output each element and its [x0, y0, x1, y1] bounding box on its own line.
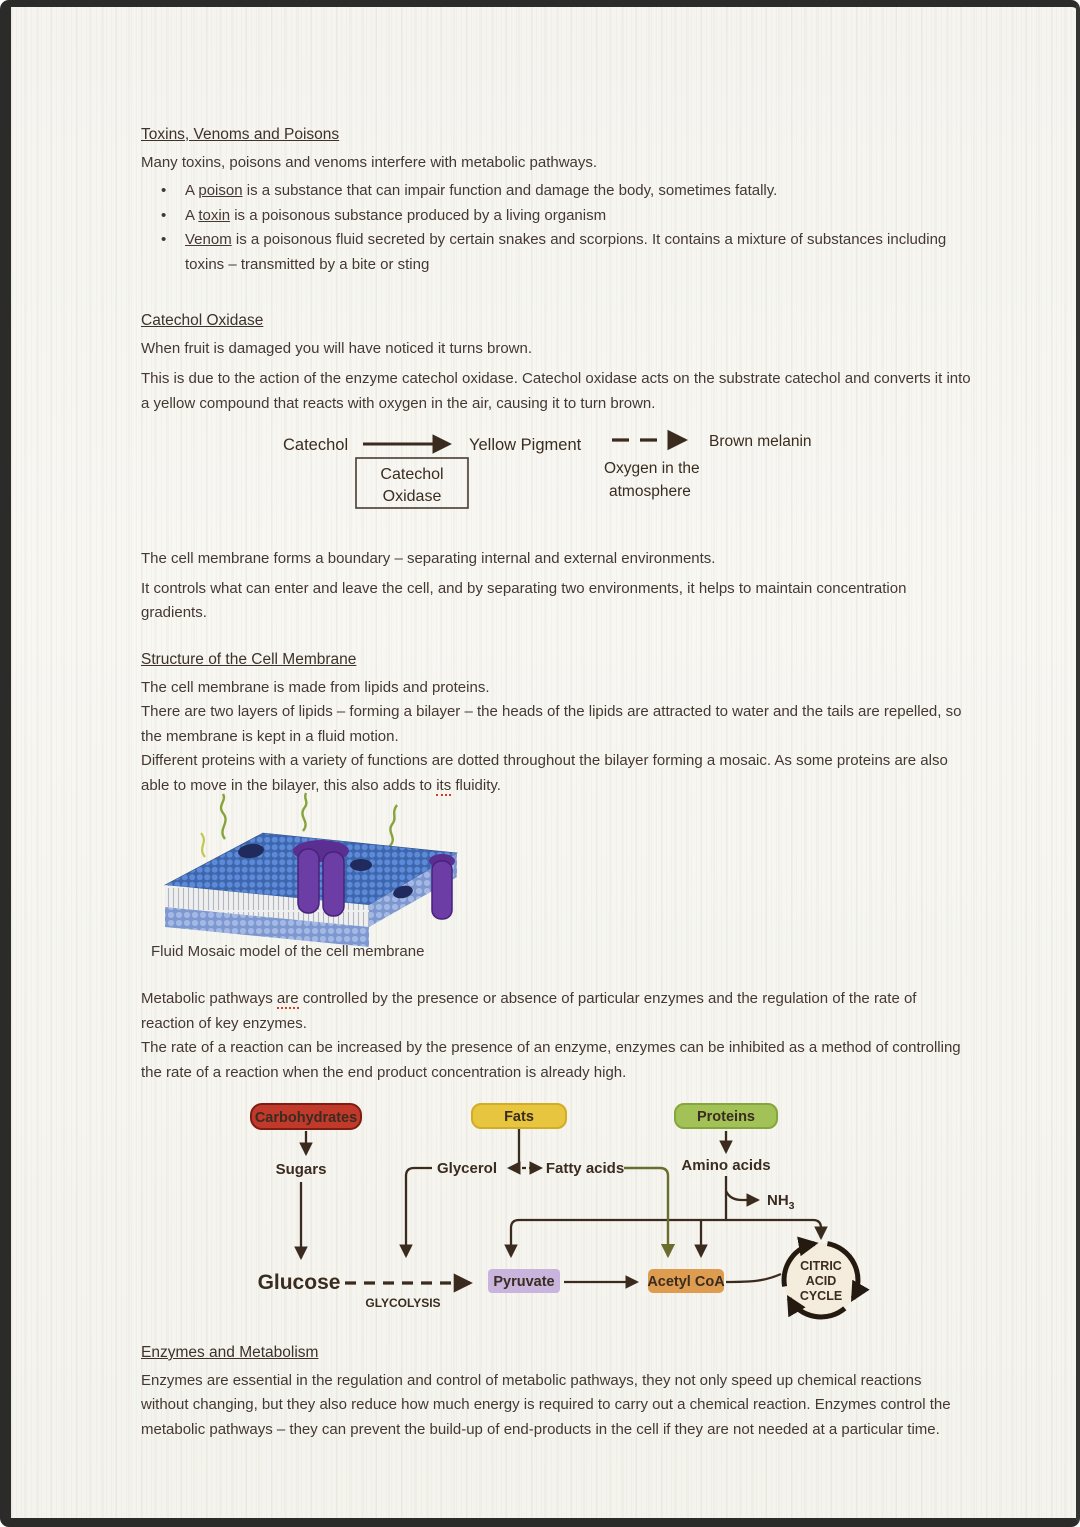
arrow-amino-to-nh3 — [726, 1191, 758, 1200]
section-heading-toxins: Toxins, Venoms and Poisons — [141, 126, 340, 143]
line-acetyl-to-citric — [726, 1274, 781, 1282]
spellcheck-marked-word: its — [436, 776, 452, 794]
membrane-intro-p1: The cell membrane forms a boundary – separating internal and external environments. — [141, 550, 716, 567]
spellcheck-marked-word: are — [276, 990, 299, 1007]
badge-fats-label: Fats — [504, 1109, 534, 1125]
structure-p2: There are two layers of lipids – forming a bilayer – the heads of the lipids are attracted to water and the tails are repelled, so the membrane is kept in a fluid motion. — [141, 703, 962, 745]
arrow-glycerol-to-glycolysis — [406, 1168, 432, 1256]
protein-channel-right — [429, 854, 455, 919]
label-nh3 — [767, 1192, 795, 1212]
enzymes-para: Enzymes are essential in the regulation and control of metabolic pathways, they not only speed up chemical reactions without changing, but they also reduce how much energy is required to carry out a chemical reaction. Enzymes control the metabolic pathways – they can prevent the build-up of end-products in the cell if they are not needed at a particular time. — [141, 1371, 951, 1438]
citric-label-line1: CITRIC — [800, 1259, 842, 1273]
membrane-figure-caption: Fluid Mosaic model of the cell membrane — [151, 943, 425, 960]
list-item — [141, 179, 973, 204]
structure-p3-post: fluidity. — [451, 776, 501, 794]
label-sugars: Sugars — [275, 1161, 327, 1178]
membrane-illustration — [151, 791, 473, 949]
list-item — [141, 228, 973, 277]
label-amino-acids: Amino acids — [681, 1157, 771, 1174]
section-heading-catechol: Catechol Oxidase — [141, 312, 264, 329]
label-glycolysis: GLYCOLYSIS — [365, 1296, 441, 1310]
badge-proteins-label: Proteins — [696, 1109, 756, 1125]
underlined-term: toxin — [198, 206, 231, 224]
toxins-intro: Many toxins, poisons and venoms interfere with metabolic pathways. — [141, 153, 598, 171]
label-reactant: Catechol — [283, 436, 349, 454]
catechol-para: This is due to the action of the enzyme catechol oxidase. Catechol oxidase acts on the substrate catechol and converts it into a yellow compound that reacts with oxygen in the air, causing it to turn brown. — [141, 370, 971, 412]
bullet-text-post: is a substance that can impair function and damage the body, sometimes fatally. — [242, 182, 778, 199]
label-fatty-acids: Fatty acids — [545, 1160, 625, 1177]
section-metabolic — [141, 987, 973, 1085]
membrane-pore — [350, 859, 372, 871]
enzyme-box-line1: Catechol — [380, 466, 444, 483]
citric-acid-cycle — [784, 1243, 858, 1317]
bullet-text-post: is a poisonous substance produced by a living organism — [230, 206, 607, 224]
section-toxins — [141, 123, 973, 277]
section-heading-structure: Structure of the Cell Membrane — [141, 651, 357, 668]
structure-p1: The cell membrane is made from lipids and proteins. — [141, 678, 490, 696]
underlined-term: Venom — [185, 231, 232, 248]
label-product: Brown melanin — [709, 433, 812, 450]
citric-label-line3: CYCLE — [799, 1289, 843, 1303]
label-glycerol: Glycerol — [436, 1160, 498, 1177]
list-item — [141, 204, 973, 229]
citric-label-line2: ACID — [805, 1274, 837, 1288]
note-oxygen-line1: Oxygen in the — [604, 460, 700, 477]
bullet-icon: • — [161, 231, 167, 248]
metabolic-pathway-diagram — [11, 1092, 1080, 1337]
toxins-bullet-list — [141, 179, 973, 277]
bullet-icon: • — [161, 206, 167, 224]
section-heading-enzymes: Enzymes and Metabolism — [141, 1344, 319, 1361]
badge-carbohydrates-label: Carbohydrates — [254, 1110, 358, 1126]
membrane-intro-p2: It controls what can enter and leave the cell, and by separating two environments, it helps to maintain concentration gradients. — [141, 579, 907, 621]
metabolic-p1-post: controlled by the presence or absence of particular enzymes and the regulation of the rate of reaction of key enzymes. — [141, 990, 917, 1032]
label-glucose: Glucose — [257, 1271, 341, 1294]
bullet-text-pre: A — [185, 206, 199, 224]
metabolic-p1-pre: Metabolic pathways — [141, 990, 277, 1007]
section-catechol — [141, 309, 973, 420]
structure-p3-pre: Different proteins with a variety of functions are dotted throughout the bilayer forming a mosaic. As some proteins are also able to move in the bilayer, this also adds to — [141, 752, 948, 794]
underlined-term: poison — [198, 182, 243, 199]
arrow-collector-to-pyruvate — [511, 1220, 813, 1256]
nh3-main: NH — [767, 1192, 789, 1209]
note-oxygen-line2: atmosphere — [609, 483, 691, 500]
metabolic-p2: The rate of a reaction can be increased by the presence of an enzyme, enzymes can be inhibited as a method of controlling the rate of a reaction when the end product concentration is already high. — [141, 1039, 961, 1081]
section-enzymes — [141, 1341, 973, 1446]
bullet-icon: • — [161, 182, 167, 199]
glycolipid-chain — [201, 833, 205, 857]
badge-pyruvate-label: Pyruvate — [493, 1274, 555, 1290]
label-intermediate: Yellow Pigment — [469, 436, 582, 454]
section-structure — [141, 648, 973, 798]
catechol-reaction-diagram — [11, 420, 1080, 520]
section-membrane-intro — [141, 547, 973, 630]
metabolic-p1 — [141, 987, 973, 1036]
bullet-text-pre: A — [185, 182, 199, 199]
badge-acetyl-coa-label: Acetyl CoA — [647, 1274, 725, 1290]
bullet-text-post: is a poisonous fluid secreted by certain snakes and scorpions. It contains a mixture of substances including toxins – transmitted by a bite or sting — [185, 231, 947, 273]
arrow-collector-to-citric — [813, 1220, 821, 1238]
nh3-subscript: 3 — [788, 1200, 795, 1212]
catechol-line1: When fruit is damaged you will have noticed it turns brown. — [141, 339, 533, 357]
arrow-fatty-acids-to-acetyl — [624, 1168, 668, 1256]
enzyme-box-line2: Oxidase — [382, 488, 442, 505]
